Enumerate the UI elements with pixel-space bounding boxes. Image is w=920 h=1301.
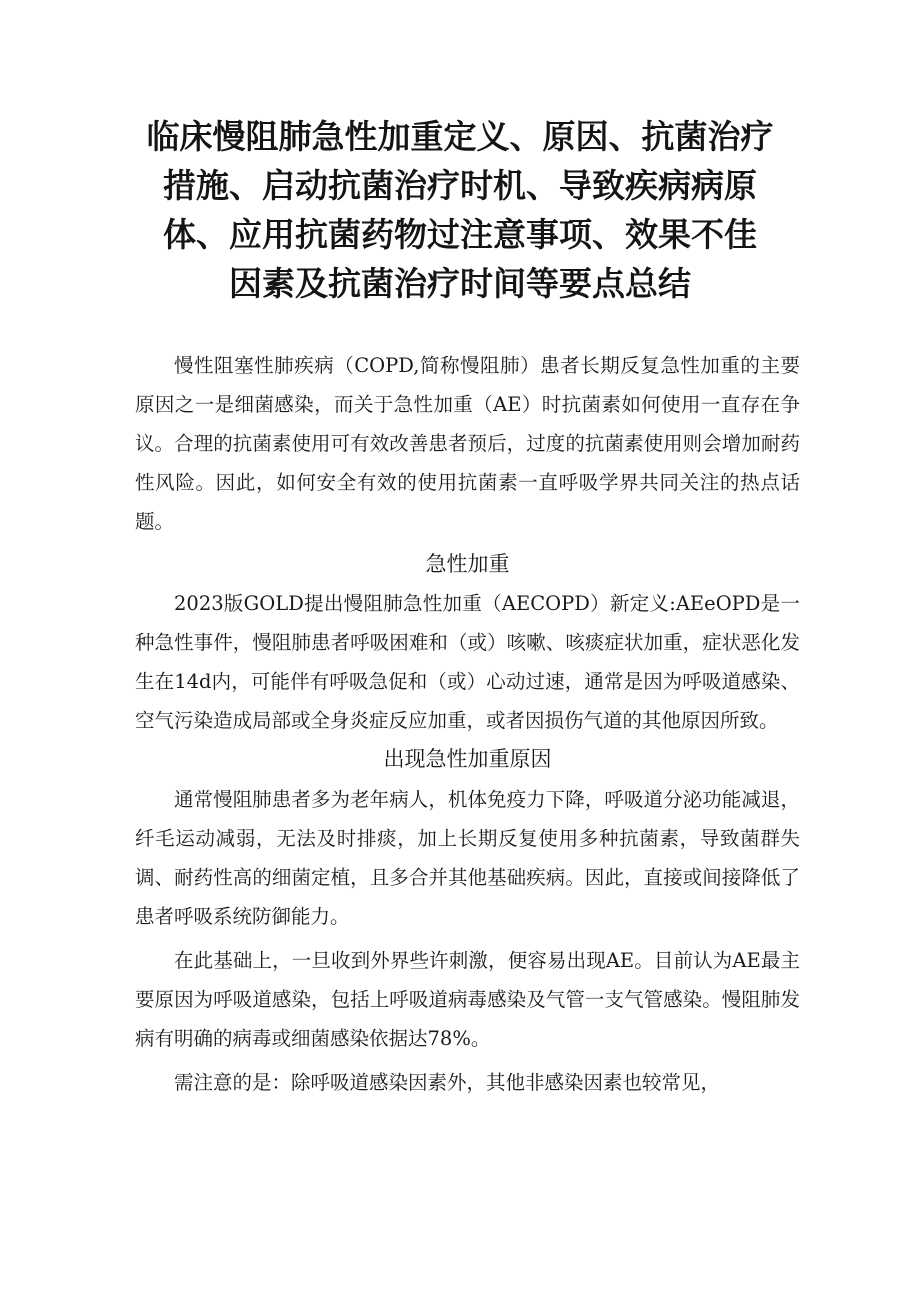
causes-paragraph: 在此基础上，一旦收到外界些许刺激，便容易出现AE。目前认为AE最主要原因为呼吸道感染，包括上呼吸道病毒感染及气管一支气管感染。慢阻肺发病有明确的病毒或细菌感染依据达78%。 xyxy=(135,949,800,1050)
causes-paragraph: 需注意的是：除呼吸道感染因素外，其他非感染因素也较常见， xyxy=(174,1071,721,1094)
section-heading-exacerbation-causes: 出现急性加重原因 xyxy=(383,747,552,771)
title-line: 因素及抗菌治疗时间等要点总结 xyxy=(229,264,691,303)
definition-paragraph: 2023版GOLD提出慢阻肺急性加重（AECOPD）新定义:AEeOPD是一种急性事件，慢阻肺患者呼吸困难和（或）咳嗽、咳痰症状加重，症状恶化发生在14d内，可能伴有呼吸急促和（或）心动过速，通常是因为呼吸道感染、空气污染造成局部或全身炎症反应加重，或者因损伤气道的其他原因所致。 xyxy=(135,592,800,732)
title-line: 措施、启动抗菌治疗时机、导致疾病病原 xyxy=(163,166,757,205)
title-line: 临床慢阻肺急性加重定义、原因、抗菌治疗 xyxy=(146,117,774,156)
section-heading-acute-exacerbation: 急性加重 xyxy=(425,552,510,576)
title-line: 体、应用抗菌药物过注意事项、效果不佳 xyxy=(163,215,757,254)
document-body xyxy=(135,346,800,1102)
intro-paragraph: 慢性阻塞性肺疾病（COPD,简称慢阻肺）患者长期反复急性加重的主要原因之一是细菌感染，而关于急性加重（AE）时抗菌素如何使用一直存在争议。合理的抗菌素使用可有效改善患者预后，过度的抗菌素使用则会增加耐药性风险。因此，如何安全有效的使用抗菌素一直呼吸学界共同关注的热点话题。 xyxy=(135,354,800,533)
document-title xyxy=(100,112,820,308)
causes-paragraph: 通常慢阻肺患者多为老年病人，机体免疫力下降，呼吸道分泌功能减退，纤毛运动减弱，无法及时排痰，加上长期反复使用多种抗菌素，导致菌群失调、耐药性高的细菌定植，且多合并其他基础疾病。因此，直接或间接降低了患者呼吸系统防御能力。 xyxy=(135,788,800,928)
